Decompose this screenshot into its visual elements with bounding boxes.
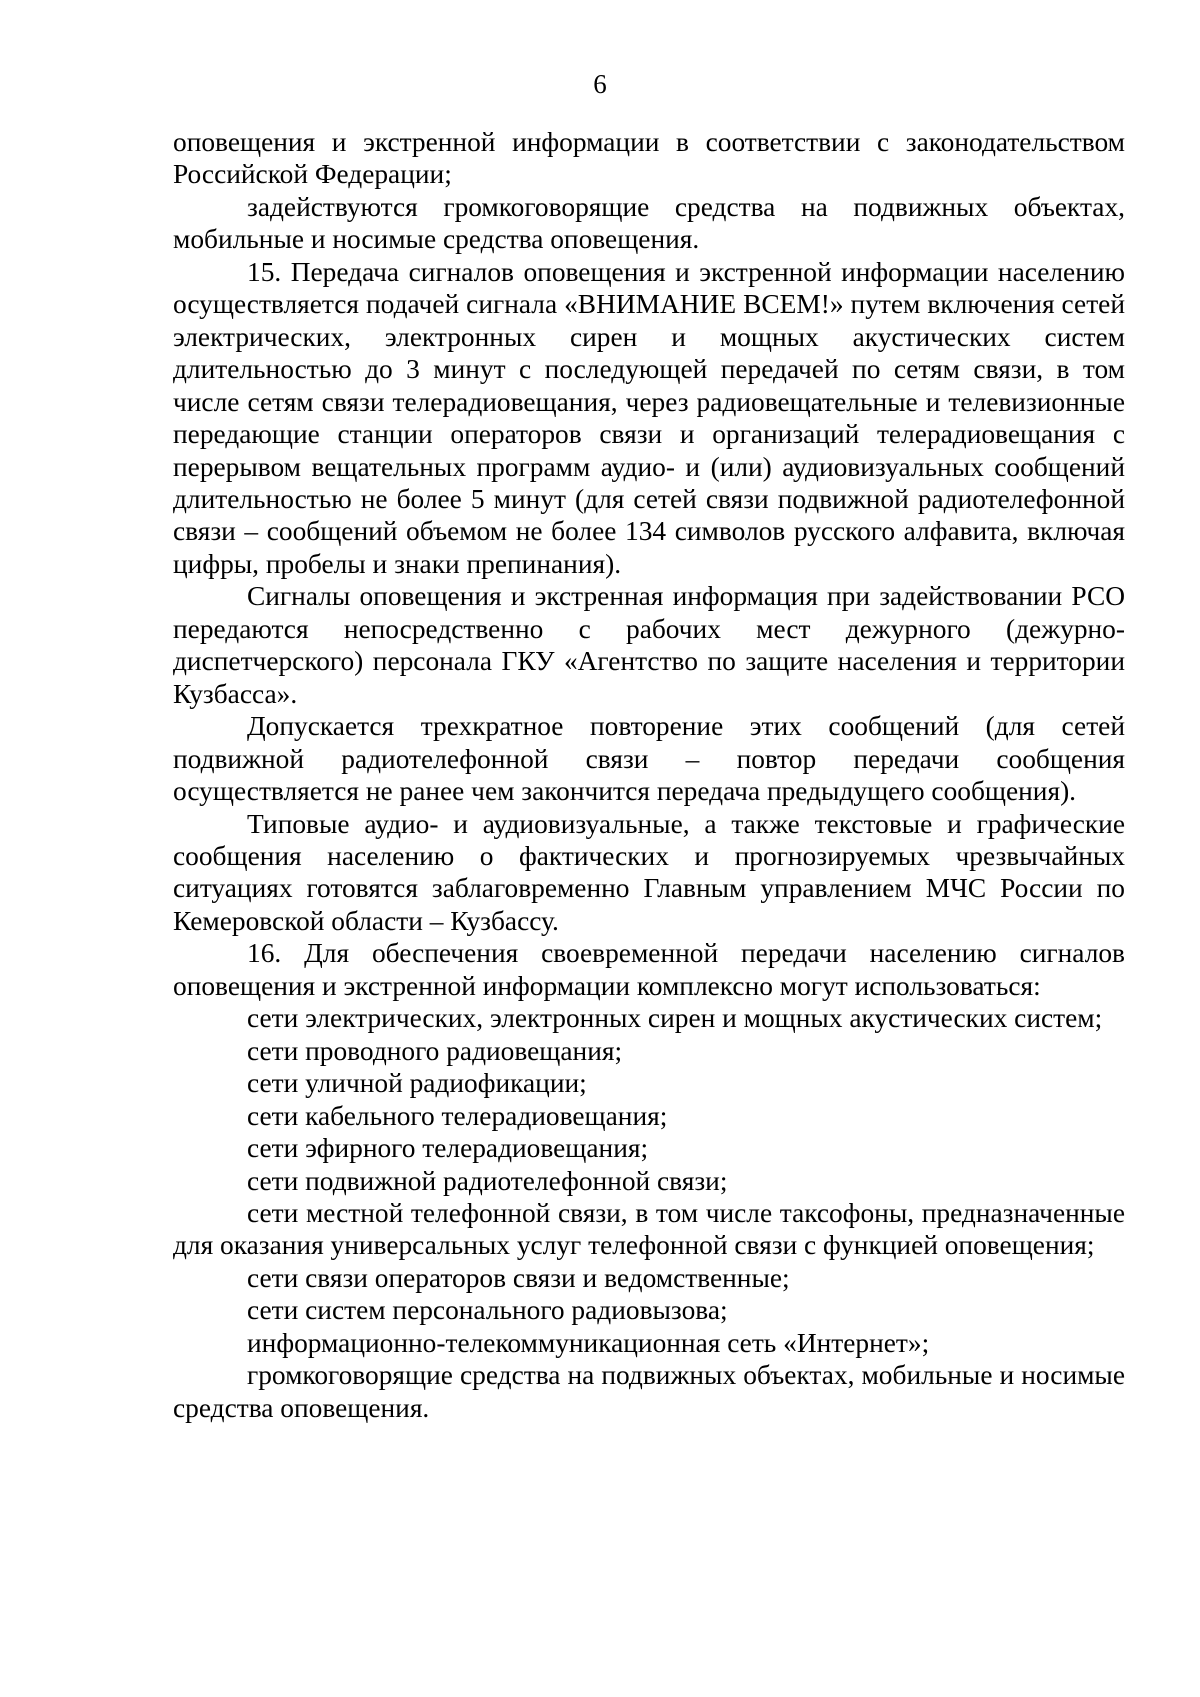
list-item: сети местной телефонной связи, в том числе таксофоны, предназначенные для оказания универсальных услуг телефонной связи с функцией оповещения; xyxy=(173,1197,1125,1261)
document-body xyxy=(173,126,1125,1424)
list-item: сети эфирного телерадиовещания; xyxy=(247,1133,649,1164)
paragraph-item-16: 16. Для обеспечения своевременной передачи населению сигналов оповещения и экстренной информации комплексно могут использоваться: xyxy=(173,938,1125,1001)
paragraph: Допускается трехкратное повторение этих сообщений (для сетей подвижной радиотелефонной связи – повтор передачи сообщения осуществляется не ранее чем закончится передача предыдущего сообщения). xyxy=(173,711,1125,807)
paragraph: задействуются громкоговорящие средства на подвижных объектах, мобильные и носимые средства оповещения. xyxy=(173,191,1125,255)
list-item: сети подвижной радиотелефонной связи; xyxy=(247,1165,728,1196)
list-item: сети уличной радиофикации; xyxy=(247,1068,587,1099)
list-item: информационно-телекоммуникационная сеть «Интернет»; xyxy=(247,1327,930,1358)
paragraph: Типовые аудио- и аудиовизуальные, а также текстовые и графические сообщения населению о фактических и прогнозируемых чрезвычайных ситуациях готовятся заблаговременно Главным управлением МЧС России по Кемеровской области – Кузбассу. xyxy=(173,808,1125,936)
paragraph: Сигналы оповещения и экстренная информация при задействовании РСО передаются непосредственно с рабочих мест дежурного (дежурно-диспетчерского) персонала ГКУ «Агентство по защите населения и территории Кузбасса». xyxy=(173,581,1125,709)
list-item: сети систем персонального радиовызова; xyxy=(247,1295,728,1326)
list-item: сети электрических, электронных сирен и мощных акустических систем; xyxy=(247,1003,1103,1034)
page-number: 6 xyxy=(593,69,607,99)
paragraph-continuation: оповещения и экстренной информации в соответствии с законодательством Российской Федерации; xyxy=(173,127,1125,190)
list-item: сети проводного радиовещания; xyxy=(247,1035,623,1066)
list-item: громкоговорящие средства на подвижных объектах, мобильные и носимые средства оповещения. xyxy=(173,1360,1125,1423)
paragraph-item-15: 15. Передача сигналов оповещения и экстренной информации населению осуществляется подачей сигнала «ВНИМАНИЕ ВСЕМ!» путем включения сетей электрических, электронных сирен и мощных акустических систем длительностью до 3 минут с последующей передачей по сетям связи, в том числе сетям связи телерадиовещания, через радиовещательные и телевизионные передающие станции операторов связи и организаций телерадиовещания с перерывом вещательных программ аудио- и (или) аудиовизуальных сообщений длительностью не более 5 минут (для сетей связи подвижной радиотелефонной связи – сообщений объемом не более 134 символов русского алфавита, включая цифры, пробелы и знаки препинания). xyxy=(173,256,1125,579)
list-item: сети связи операторов связи и ведомственные; xyxy=(247,1262,790,1293)
list-item: сети кабельного телерадиовещания; xyxy=(247,1100,668,1131)
